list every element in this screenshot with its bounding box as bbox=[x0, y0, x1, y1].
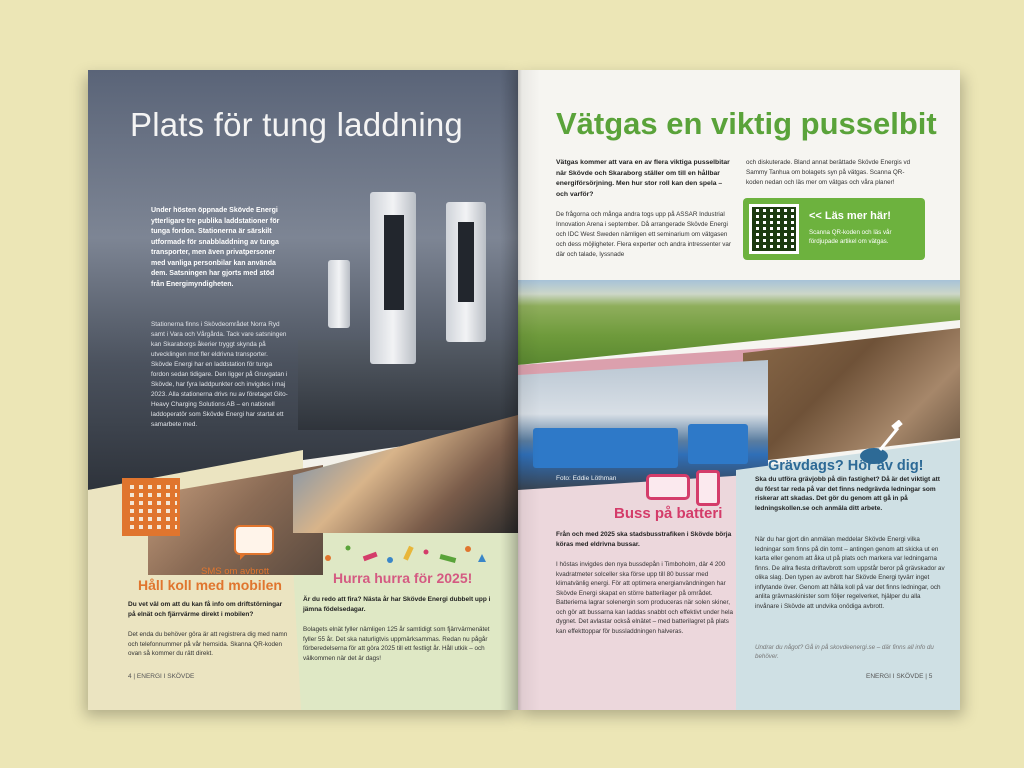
body-paragraph-right-1: De frågorna och många andra togs upp på ASSAR Industrial Innovation Arena i september. Då arrangerade Skövde Energi och IDC West Sweden nämligen ett seminarium om vätgasen och dess möjligheter. Flera experter och andra intressenter var där och talade, lyssnade bbox=[556, 211, 731, 258]
footer-right: ENERGI I SKÖVDE | 5 bbox=[866, 673, 933, 680]
footer-left: 4 | ENERGI I SKÖVDE bbox=[128, 673, 195, 680]
sms-title: Håll koll med mobilen bbox=[138, 577, 282, 593]
page-title-left: Plats för tung laddning bbox=[130, 106, 463, 143]
left-page bbox=[88, 70, 518, 710]
hurra-lead: Är du redo att fira? Nästa år har Skövde Energi dubbelt upp i jämna födelsedagar. bbox=[303, 596, 491, 613]
lead-paragraph-left: Under hösten öppnade Skövde Energi ytterligare tre publika laddstationer för tunga fordon. Stationerna är särskilt utformade för snabbladdning av tunga transporter, men även privatpersoner med vanliga personbilar kan använda dem. Satsningen har gjorts med stöd från Energimyndigheten. bbox=[151, 207, 280, 288]
charger-small bbox=[328, 260, 350, 328]
grav-note: Undrar du något? Gå in på skovdeenergi.se – där finns all info du behöver. bbox=[755, 644, 934, 661]
sms-kicker: SMS om avbrott bbox=[201, 566, 270, 577]
read-more-heading: << Läs mer här! bbox=[809, 210, 891, 222]
read-more-box[interactable] bbox=[743, 198, 925, 260]
page-title-right: Vätgas en viktig pusselbit bbox=[556, 106, 937, 141]
buss-body: I höstas invigdes den nya bussdepån i Timboholm, där 4 200 kvadratmeter solceller ska förse upp till 80 bussar med klimatvänlig energi. För att optimera energianvändningen har Skövde Energi skapat en större batterilager på området. Batterierna lagrar solenergin som produceras när solen skiner, och gör att bussarna kan laddas snabbt och effektivt under hela dygnet. Det avlastar också elnätet – med batterilagret på plats kan effekttoppar för bussladdningen halveras. bbox=[556, 561, 734, 635]
hurra-body: Bolagets elnät fyller nämligen 125 år samtidigt som fjärrvärmenätet fyller 55 år. Det ska naturligtvis uppmärksammas. Redan nu pågår förberedelserna för att göra 2025 till ett festligt år. Håll utkik – och välkommen när det är dags! bbox=[303, 626, 490, 662]
right-page bbox=[518, 70, 960, 710]
body-paragraph-left: Stationerna finns i Skövdeområdet Norra Ryd samt i Vara och Vårgårda. Tack vare satsningen kan Skaraborgs åkerier tryggt skynda på utvecklingen mot fler eldrivna transporter. Skövde Energi har en laddstation för tunga fordon sedan tidigare. Den ligger på Gruvgatan i Skövde, har fyra laddpunkter och invigdes i maj 2023. Alla stationerna drivs nu av företaget Gito-Heavy Charging Solutions AB – en nationell laddoperatör som Skövde Energi har startat ett samarbete med. bbox=[151, 321, 288, 428]
buss-lead: Från och med 2025 ska stadsbusstrafiken i Skövde börja köras med eldrivna bussar. bbox=[556, 531, 732, 548]
sms-lead: Du vet väl om att du kan få info om driftstörningar på elnät och fjärrvärme direkt i mobilen? bbox=[128, 601, 283, 618]
bus-shape bbox=[688, 424, 748, 464]
bus-icon bbox=[646, 474, 690, 500]
qr-code-icon[interactable] bbox=[749, 204, 799, 254]
sms-body: Det enda du behöver göra är att registrera dig med namn och telefonnummer på vår hemsida. Skanna QR-koden ovan så kommer du rätt direkt. bbox=[128, 631, 288, 657]
grav-lead: Ska du utföra grävjobb på din fastighet? Då är det viktigt att du först tar reda på var det finns nedgrävda ledningar som riskerar att skadas. Det gör du genom att gå in på ledningskollen.se och anmäla ditt arbete. bbox=[755, 476, 940, 512]
qr-code-icon[interactable] bbox=[122, 478, 180, 536]
battery-icon bbox=[696, 470, 720, 506]
lead-paragraph-right: Vätgas kommer att vara en av flera viktiga pusselbitar när Skövde och Skaraborg ställer om till en hållbar energiförsörjning. Men hur stor roll kan den spela – och varför? bbox=[556, 159, 730, 198]
hurra-title: Hurra hurra för 2025! bbox=[333, 570, 473, 586]
chat-bubble-icon bbox=[234, 525, 274, 555]
body-paragraph-right-2: och diskuterade. Bland annat berättade Skövde Energis vd Sammy Tanhua om bolagets syn på vätgas. Scanna QR-koden nedan och läs mer om vätgas och våra planer! bbox=[746, 159, 911, 186]
confetti-icon bbox=[318, 540, 488, 570]
photo-caption: Foto: Eddie Löthman bbox=[556, 475, 617, 482]
magazine-spread bbox=[88, 70, 960, 710]
buss-title: Buss på batteri bbox=[614, 505, 723, 522]
read-more-text: Scanna QR-koden och läs vår fördjupade artikel om vätgas. bbox=[809, 229, 892, 245]
grav-title: Grävdags? Hör av dig! bbox=[768, 458, 924, 474]
bus-shape bbox=[533, 428, 678, 468]
grav-body: När du har gjort din anmälan meddelar Skövde Energi vilka ledningar som finns på din tomt – antingen genom att skicka ut en karta eller genom att åka ut på plats och markera var ledningarna finns. De allra flesta driftavbrott som uppstår beror på grävskador av olika slag. Den typen av avbrott har Skövde Energi tyvärr inget inflytande över. Genom att hålla koll på var det finns ledningar, och anlita grävmaskinister som följer regelverket, hjälper du alla invånare i Skövde att undvika onödiga avbrott. bbox=[755, 536, 945, 610]
